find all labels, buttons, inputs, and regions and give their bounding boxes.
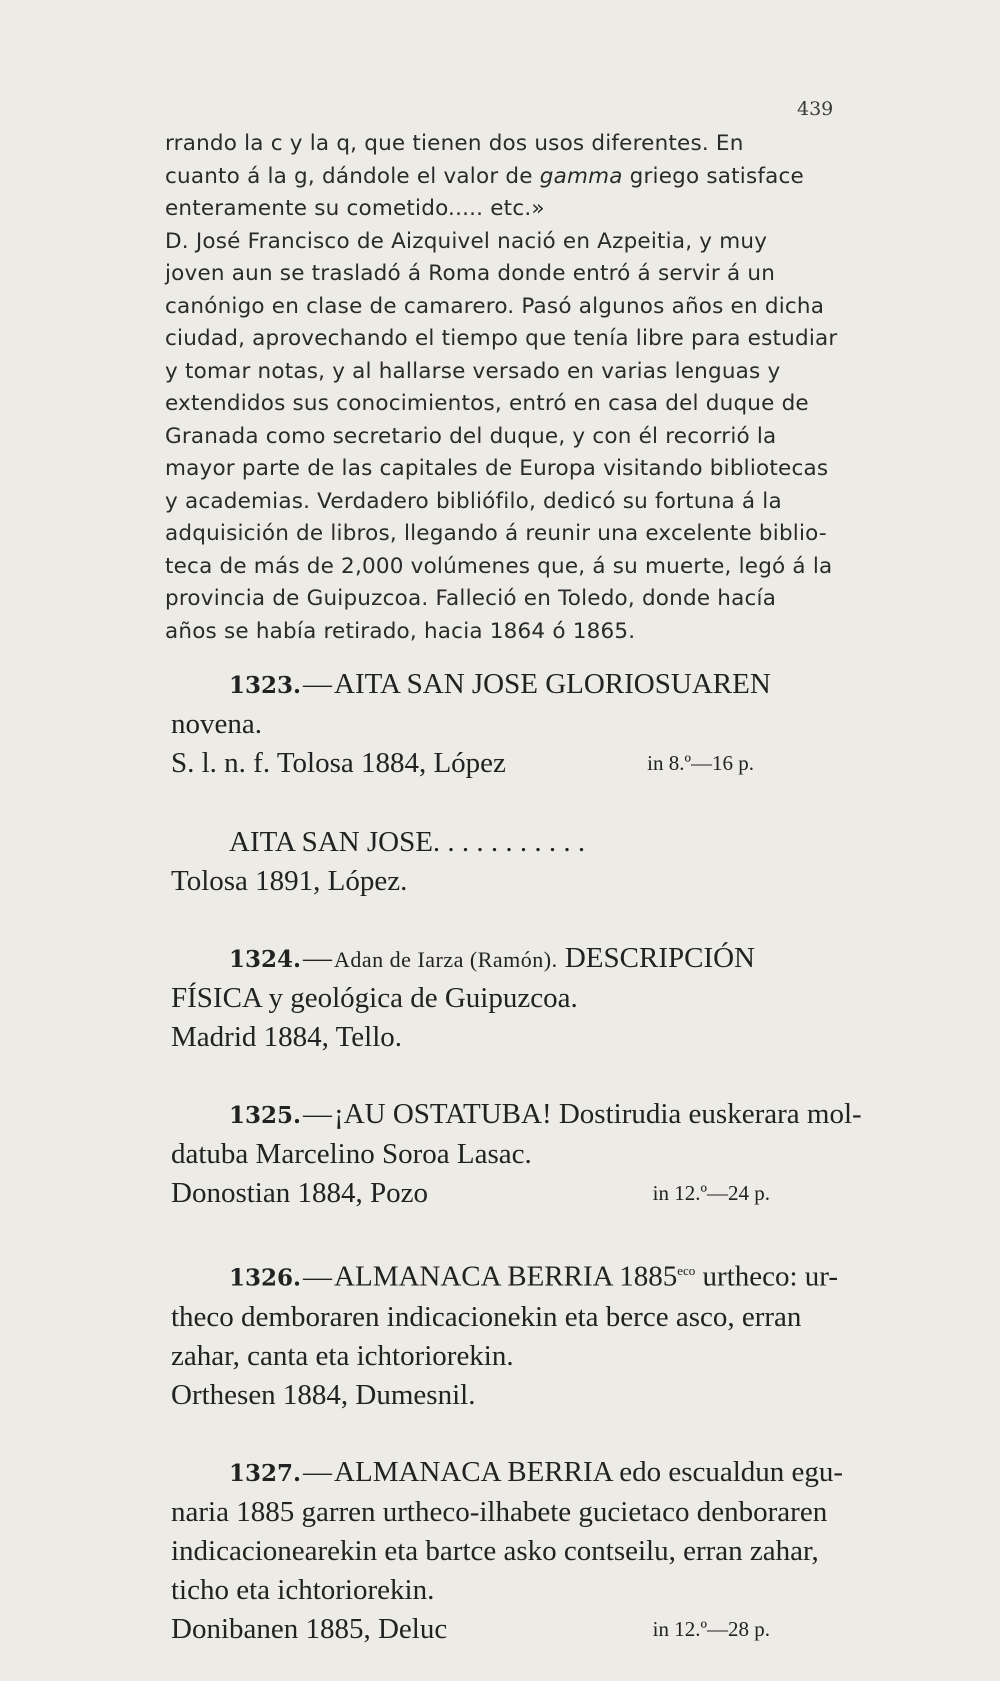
entry-imprint: Donostian 1884, Pozo	[171, 1177, 428, 1209]
entry-title: ALMANACA BERRIA 1885	[334, 1260, 678, 1293]
text-line: rrando la c y la q, que tienen dos usos diferentes. En	[165, 131, 744, 156]
text-line: canónigo en clase de camarero. Pasó algunos años en dicha	[165, 293, 825, 319]
entry-author: Adan de Iarza (Ramón).	[334, 947, 558, 972]
entry-1323-variant	[171, 823, 856, 901]
text-line: extendidos sus conocimientos, entró en casa del duque de	[165, 391, 809, 416]
entry-title: AITA SAN JOSE. . . . . . . . . . .	[229, 826, 586, 858]
entry-number: 1325.	[229, 1102, 302, 1129]
entry-title-cont: ticho eta ichtoriorekin.	[171, 1573, 435, 1606]
text-line: años se había retirado, hacia 1864 ó 1865.	[165, 618, 636, 644]
entry-title-cont: datuba Marcelino Soroa Lasac.	[171, 1138, 532, 1170]
entry-1325: 1325.—¡AU OSTATUBA! Dostirudia euskerara mol- datuba Marcelino Soroa Lasac. Donostian 1884, Pozo in 12.º—24 p.	[171, 1095, 856, 1213]
entry-title-cont: indicacionearekin eta bartce asko contseilu, erran zahar,	[171, 1534, 819, 1567]
intro-paragraph	[165, 128, 849, 648]
entry-title: ¡AU OSTATUBA! Dostirudia euskerara mol-	[334, 1098, 862, 1130]
text-line: y tomar notas, y al hallarse versado en varias lenguas y	[165, 358, 781, 384]
entry-format: in 12.º—24 p.	[652, 1181, 770, 1205]
text-line: adquisición de libros, llegando á reunir una excelente biblio-	[165, 521, 827, 546]
entry-title-cont: naria 1885 garren urtheco-ilhabete gucietaco denboraren	[171, 1495, 828, 1528]
text-line: enteramente su cometido..... etc.»	[165, 196, 545, 221]
entry-title: AITA SAN JOSE GLORIOSUAREN	[334, 668, 771, 700]
page-number: 439	[797, 98, 834, 120]
text-line: y academias. Verdadero bibliófilo, dedicó su fortuna á la	[165, 488, 782, 514]
bibliography-entries	[171, 665, 862, 1649]
text-line: joven aun se trasladó á Roma donde entró á servir á un	[165, 261, 776, 286]
emphasis-gamma: gamma	[539, 163, 623, 189]
entry-number: 1323.	[229, 672, 302, 699]
entry-title-cont: theco demboraren indicacionekin eta berce asco, erran	[171, 1300, 802, 1333]
text-line: D. José Francisco de Aizquivel nació en Azpeitia, y muy	[165, 228, 768, 254]
entry-imprint: Donibanen 1885, Deluc	[171, 1612, 448, 1645]
entry-1323: 1323.—AITA SAN JOSE GLORIOSUAREN novena. S. l. n. f. Tolosa 1884, López in 8.º—16 p.	[171, 665, 856, 783]
entry-imprint: Tolosa 1891, López.	[171, 865, 408, 897]
entry-1326: 1326.—ALMANACA BERRIA $1885^{eco}$ urtheco: ur- theco demboraren indicacionekin eta berce asco, erran zahar, canta eta ichtoriorekin. Orthesen 1884, Dumesnil.	[171, 1251, 856, 1415]
entry-number: 1324.	[229, 946, 302, 973]
entry-1324: 1324.—Adan de Iarza (Ramón). DESCRIPCIÓN FÍSICA y geológica de Guipuzcoa. Madrid 1884, Tello.	[171, 939, 856, 1057]
text-line: mayor parte de las capitales de Europa visitando bibliotecas	[165, 456, 829, 481]
entry-imprint: Orthesen 1884, Dumesnil.	[171, 1378, 476, 1411]
entry-format: in 12.º—28 p.	[652, 1616, 770, 1641]
entry-number: 1326.	[229, 1264, 302, 1292]
entry-title-cont: FÍSICA y geológica de Guipuzcoa.	[171, 982, 578, 1014]
text-line: Granada como secretario del duque, y con él recorrió la	[165, 423, 777, 449]
entry-imprint: S. l. n. f. Tolosa 1884, López	[171, 747, 506, 779]
entry-title-cont: novena.	[171, 708, 262, 740]
entry-title: DESCRIPCIÓN	[564, 942, 756, 974]
text-line: teca de más de 2,000 volúmenes que, á su muerte, legó á la	[165, 553, 833, 579]
superscript: eco	[677, 1263, 696, 1278]
entry-number: 1327.	[229, 1459, 302, 1487]
entry-1327: 1327.—ALMANACA BERRIA edo escualdun egu- naria 1885 garren urtheco-ilhabete gucietaco denboraren indicacionearekin eta bartce asko contseilu, erran zahar, ticho eta ichtoriorekin. Donibanen 1885, Deluc in 12.º—28 p.	[171, 1453, 856, 1649]
entry-imprint: Madrid 1884, Tello.	[171, 1021, 403, 1053]
entry-title: ALMANACA BERRIA edo escualdun egu-	[334, 1455, 844, 1488]
text-line: cuanto á la g, dándole el valor de gamma griego satisface	[165, 163, 804, 189]
text-line: ciudad, aprovechando el tiempo que tenía libre para estudiar	[165, 326, 838, 351]
entry-format: in 8.º—16 p.	[647, 751, 754, 775]
text-line: provincia de Guipuzcoa. Falleció en Toledo, donde hacía	[165, 586, 777, 611]
entry-title-cont: zahar, canta eta ichtoriorekin.	[171, 1339, 514, 1372]
